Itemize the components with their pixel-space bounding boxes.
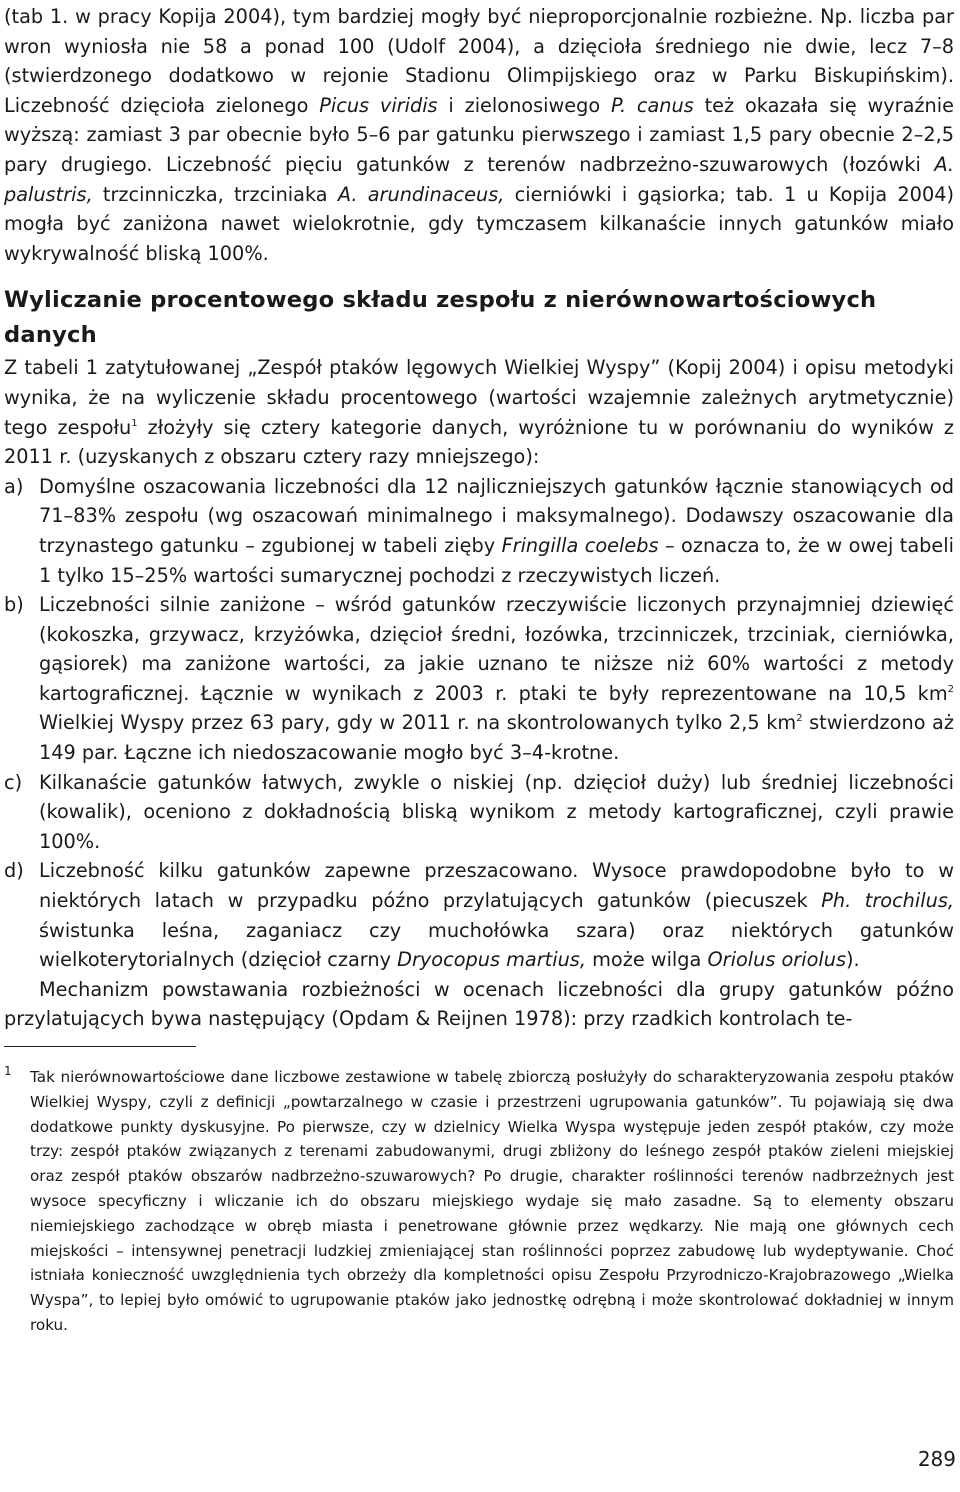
species-name: A. arundinaceus, <box>337 182 505 206</box>
text-run: złożyły się cztery kategorie danych, wyróżnione tu w porównaniu do wyników z 2011 r. (uzyskanych z obszaru cztery razy mniejszego): <box>4 415 954 469</box>
text-run: Liczebność kilku gatunków zapewne przeszacowano. Wysoce prawdopodobne było to w niektórych latach w przypadku późno przylatujących gatunków (piecuszek <box>39 859 954 913</box>
footnote-text: Tak nierównowartościowe dane liczbowe zestawione w tabelę zbiorczą posłużyły do scharakteryzowania zespołu ptaków Wielkiej Wyspy, czyli z definicji „powtarzalnego w czasie i przestrzeni ugrupowania gatunków”. Tu pojawiają się dwa dodatkowe punkty dyskusyjne. Po pierwsze, czy w dzielnicy Wielka Wyspa występuje jeden zespół ptaków, czy może trzy: zespół ptaków związanych z terenami zabudowanymi, drugi zbliżony do leśnego zespół ptaków zieleni miejskiej oraz zespół ptaków obszarów nadbrzeżno-szuwarowych? Po drugie, charakter roślinności terenów nadbrzeżnych jest wysoce specyficzny i wliczanie ich do obszaru miejskiego wydaje się mało zasadne. Są to elementy obszaru niemiejskiego zachodzące w obręb miasta i penetrowane głównie przez wędkarzy. Nie mają one głównych cech miejskości – intensywnej penetracji ludzkiej zmieniającej stan roślinności poprzez zabudowę lub wydeptywanie. Choć istniała konieczność uwzględnienia tych obrzeży dla kompletności opisu Zespołu Przyrodniczo-Krajobrazowego „Wielka Wyspa”, to lepiej było omówić to ugrupowanie ptaków jako jednostkę odrębną i może skontrolować dokładniej w innym roku. <box>30 1068 954 1334</box>
list-item-c <box>4 768 954 857</box>
closing-paragraph: Mechanizm powstawania rozbieżności w ocenach liczebności dla grupy gatunków późno przylatujących bywa następujący (Opdam & Reijnen 1978): przy rzadkich kontrolach te- <box>4 977 954 1031</box>
superscript: 2 <box>947 683 954 695</box>
species-name: P. canus <box>610 93 694 117</box>
footnote-marker: 1 <box>4 1064 12 1078</box>
footnote-reference: 1 <box>131 417 138 429</box>
species-name: Ph. trochilus, <box>821 889 954 913</box>
section-heading: Wyliczanie procentowego składu zespołu z nierównowartościowych danych <box>4 287 877 349</box>
text-run: trzcinniczka, trzciniaka <box>92 182 338 206</box>
text-run: – oznacza to, że w owej tabeli 1 tylko 15–25% wartości sumarycznej pochodzi z rzeczywistych liczeń. <box>39 533 954 587</box>
text-run: ). <box>846 948 860 972</box>
list-item-d <box>4 856 954 974</box>
opening-paragraph <box>4 2 954 268</box>
footnote <box>4 1065 954 1338</box>
category-list <box>4 472 954 975</box>
footnote-divider <box>4 1046 196 1047</box>
text-run: (tab 1. w pracy Kopija 2004), tym bardziej mogły być nieproporcjonalnie rozbieżne. Np. liczba par wron wyniosła nie 58 a ponad 100 (Udolf 2004), a dzięcioła średniego nie dwie, lecz 7–8 (stwierdzonego dodatkowo w rejonie Stadionu Olimpijskiego oraz w Parku Biskupińskim). Liczebność dzięcioła zielonego <box>4 5 954 117</box>
species-name: Dryocopus martius, <box>397 948 586 972</box>
text-run: i zielonosiwego <box>437 93 611 117</box>
list-item-b <box>4 590 954 768</box>
intro-paragraph <box>4 353 954 471</box>
list-marker: a) <box>4 474 24 498</box>
species-name: Oriolus oriolus <box>707 948 846 972</box>
document-page <box>4 0 954 1338</box>
text-run: Wielkiej Wyspy przez 63 pary, gdy w 2011 r. na skontrolowanych tylko 2,5 km <box>39 711 797 735</box>
page-number: 289 <box>917 1447 956 1471</box>
species-name: Picus viridis <box>319 93 438 117</box>
list-item-a <box>4 472 954 590</box>
text-run: świstunka leśna, zaganiacz czy muchołówka szara) oraz niektórych gatunków wielkoterytorialnych (dzięcioł czarny <box>39 918 954 972</box>
text-run: Z tabeli 1 zatytułowanej „Zespół ptaków lęgowych Wielkiej Wyspy” (Kopij 2004) i opisu metodyki wynika, że na wyliczenie składu procentowego (wartości wzajemnie zależnych arytmetycznie) tego zespołu <box>4 356 954 439</box>
text-run: Liczebności silnie zaniżone – wśród gatunków rzeczywiście liczonych przynajmniej dziewięć (kokoszka, grzywacz, krzyżówka, dzięcioł średni, łozówka, trzcinniczek, trzciniak, cierniówka, gąsiorek) ma zaniżone wartości, za jakie uznano te niższe niż 60% wartości z metody kartograficznej. Łącznie w wynikach z 2003 r. ptaki te były reprezentowane na 10,5 km <box>39 593 954 705</box>
list-marker: c) <box>4 770 23 794</box>
species-name: A. palustris, <box>4 152 954 206</box>
text-run: cierniówki i gąsiorka; tab. 1 u Kopija 2004) mogła być zaniżona nawet wielokrotnie, gdy tymczasem kilkanaście innych gatunków miało wykrywalność bliską 100%. <box>4 182 954 265</box>
text-run: Kilkanaście gatunków łatwych, zwykle o niskiej (np. dzięcioł duży) lub średniej liczebności (kowalik), oceniono z dokładnością bliską wynikom z metody kartograficznej, czyli prawie 100%. <box>39 770 954 853</box>
text-run: Domyślne oszacowania liczebności dla 12 najliczniejszych gatunków łącznie stanowiących od 71–83% zespołu (wg oszacowań minimalnego i maksymalnego). Dodawszy oszacowanie dla trzynastego gatunku – zgubionej w tabeli zięby <box>39 474 954 557</box>
superscript: 2 <box>796 713 803 725</box>
text-run: może wilga <box>585 948 708 972</box>
species-name: Fringilla coelebs <box>501 533 659 557</box>
list-marker: d) <box>4 859 24 883</box>
list-marker: b) <box>4 593 24 617</box>
text-run: też okazała się wyraźnie wyższą: zamiast 3 par obecnie było 5–6 par gatunku pierwszego i zamiast 1,5 pary obecnie 2–2,5 pary drugiego. Liczebność pięciu gatunków z terenów nadbrzeżno-szuwarowych (łozówki <box>4 93 954 176</box>
text-run: stwierdzono aż 149 par. Łączne ich niedoszacowanie mogło być 3–4-krotne. <box>39 711 954 765</box>
